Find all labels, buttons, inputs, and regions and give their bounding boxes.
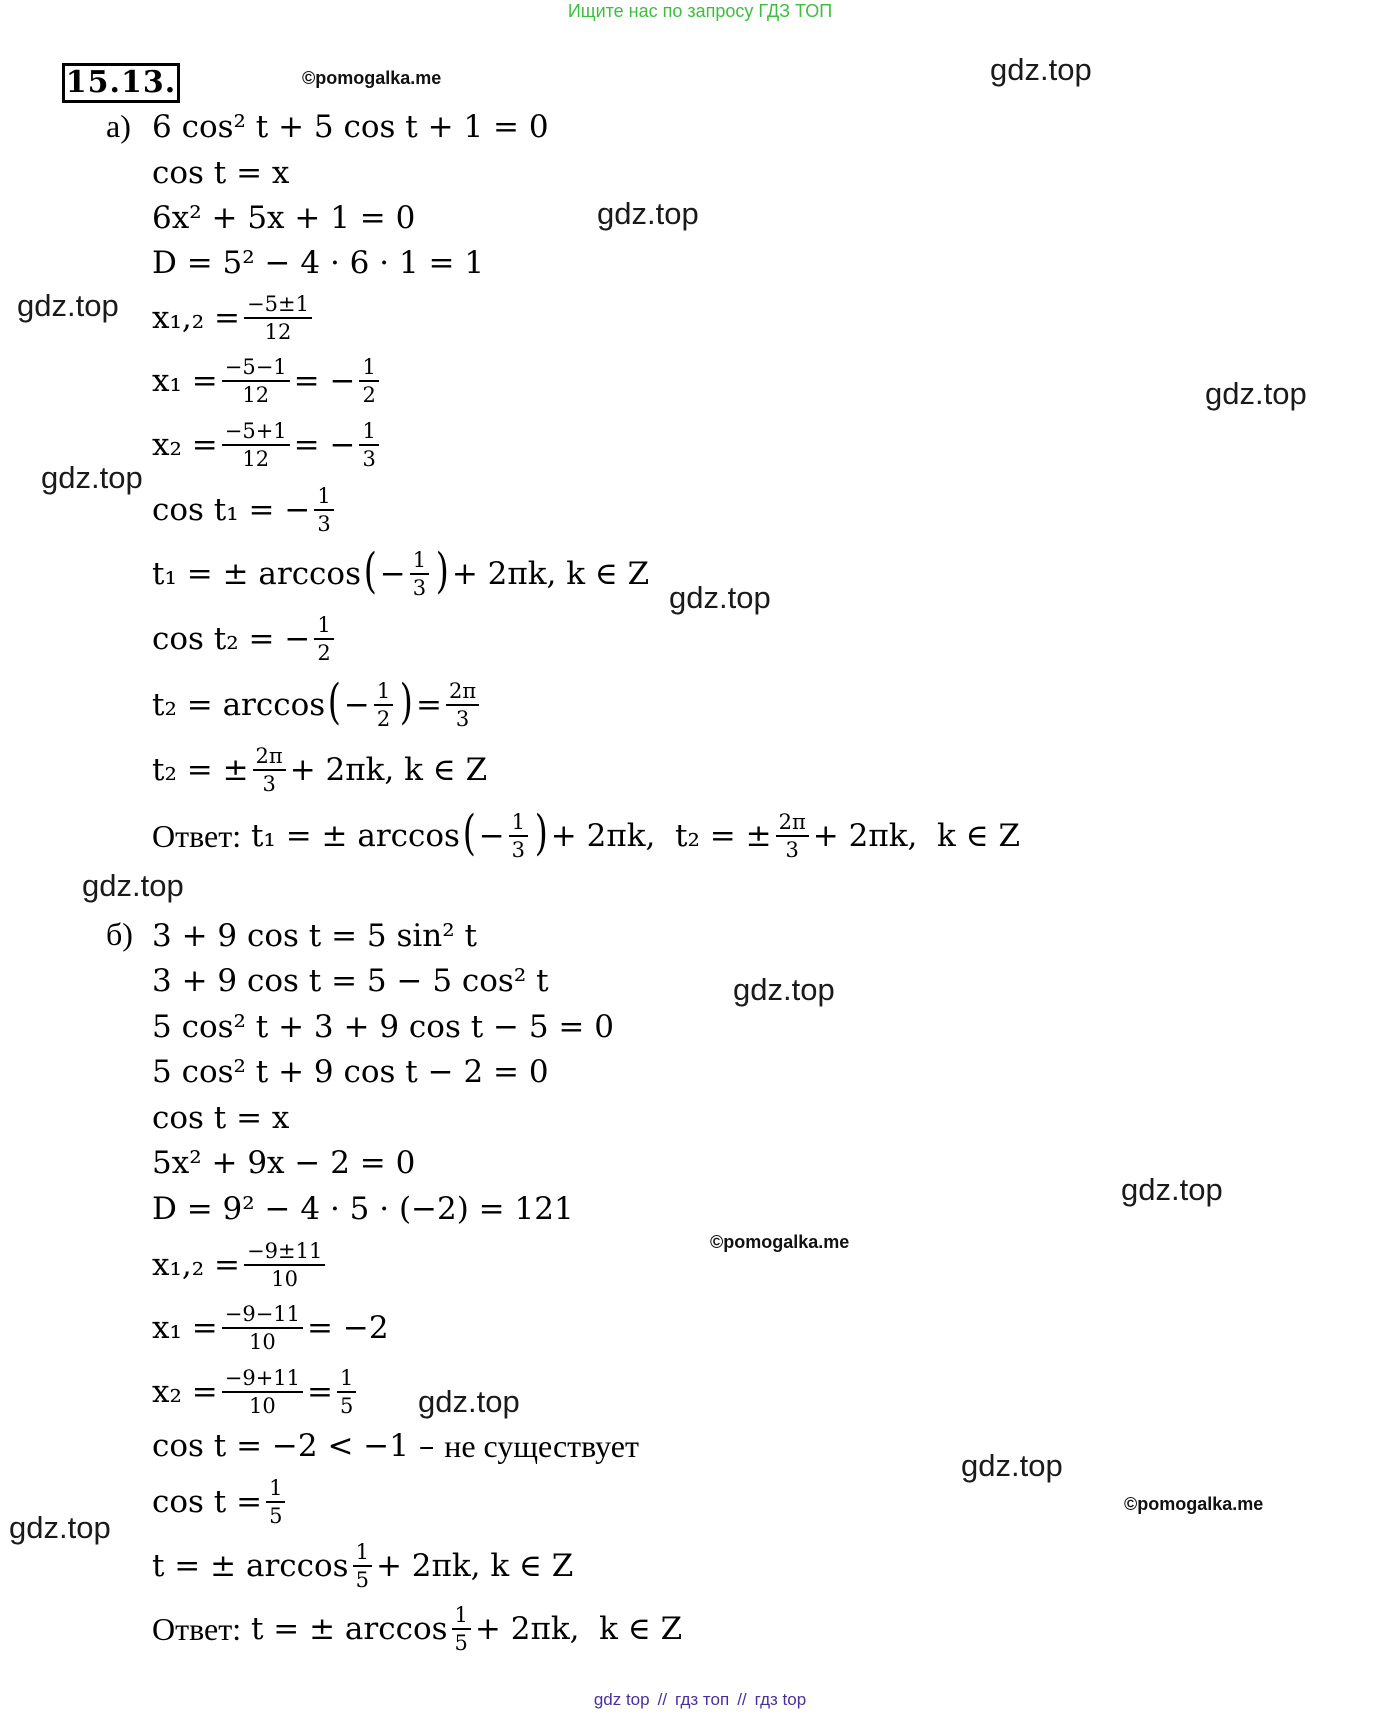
fraction: $\frac{-5+1}{12}$ — [222, 421, 290, 470]
site-watermark: gdz.top — [41, 460, 143, 495]
copyright-watermark: ©pomogalka.me — [1124, 1494, 1264, 1514]
site-watermark: gdz.top — [1121, 1172, 1223, 1207]
footer-separator: // — [737, 1690, 747, 1709]
site-watermark: gdz.top — [990, 52, 1092, 87]
equation-line: 3 + 9 cos t = 5 sin² t — [152, 918, 478, 954]
site-watermark: gdz.top — [1205, 376, 1307, 411]
fraction: $\frac{2\pi}{3}$ — [253, 746, 286, 795]
site-watermark: gdz.top — [733, 972, 835, 1007]
equation-line: 6 cos² t + 5 cos t + 1 = 0 — [152, 109, 549, 145]
footer-link[interactable]: гдз топ — [675, 1690, 730, 1709]
site-watermark: gdz.top — [669, 580, 771, 615]
equation-line: x₁ = $\frac{-5-1}{12}$ = − $\frac{1}{2}$ — [152, 356, 383, 406]
fraction: $\frac{1}{5}$ — [266, 1478, 285, 1527]
fraction: $\frac{1}{3}$ — [509, 812, 528, 861]
equation-line: cos t₂ = − $\frac{1}{2}$ — [152, 614, 338, 664]
fraction: $\frac{2\pi}{3}$ — [446, 681, 479, 730]
fraction: $\frac{1}{5}$ — [353, 1542, 372, 1591]
fraction: $\frac{1}{3}$ — [359, 421, 378, 470]
site-watermark: gdz.top — [961, 1448, 1063, 1483]
equation-line: D = 9² − 4 · 5 · (−2) = 121 — [152, 1191, 574, 1227]
answer-line: Ответ: t₁ = ± arccos ( − $\frac{1}{3}$ ) + 2πk, t₂ = ± $\frac{2\pi}{3}$ + 2πk, k ∈ Z — [152, 805, 1021, 862]
site-watermark: gdz.top — [9, 1510, 111, 1545]
equation-line: x₂ = $\frac{-5+1}{12}$ = − $\frac{1}{3}$ — [152, 420, 383, 470]
fraction: $\frac{1}{5}$ — [452, 1605, 471, 1654]
top-banner: Ищите нас по запросу ГДЗ ТОП — [567, 1, 833, 21]
equation-line: t₂ = ± $\frac{2\pi}{3}$ + 2πk, k ∈ Z — [152, 743, 488, 796]
equation-line: cos t₁ = − $\frac{1}{3}$ — [152, 485, 338, 535]
equation-line: cos t = −2 < −1 – не существует — [152, 1427, 639, 1464]
equation-line: t = ± arccos $\frac{1}{5}$ + 2πk, k ∈ Z — [152, 1539, 574, 1592]
equation-line: t₂ = arccos ( − $\frac{1}{2}$ ) = $\frac{2\pi}{3}$ — [152, 680, 483, 730]
fraction: $\frac{-9\pm 11}{10}$ — [244, 1241, 325, 1290]
fraction: $\frac{-5\pm 1}{12}$ — [244, 294, 312, 343]
site-watermark: gdz.top — [418, 1384, 520, 1419]
equation-line: cos t = x — [152, 155, 290, 191]
fraction: $\frac{1}{2}$ — [314, 615, 333, 664]
equation-line: t₁ = ± arccos ( − $\frac{1}{3}$ ) + 2πk, k ∈ Z — [152, 543, 650, 600]
footer-link[interactable]: гдз top — [754, 1690, 807, 1709]
equation-line: cos t = x — [152, 1100, 290, 1136]
part-b-label: б) — [106, 916, 133, 952]
equation-line: x₁,₂ = $\frac{-5\pm 1}{12}$ — [152, 293, 316, 343]
copyright-watermark: ©pomogalka.me — [710, 1232, 850, 1252]
fraction: $\frac{1}{3}$ — [410, 550, 429, 599]
equation-line: x₁,₂ = $\frac{-9\pm 11}{10}$ — [152, 1240, 329, 1290]
footer-link[interactable]: gdz top — [593, 1690, 650, 1709]
fraction: $\frac{-9+11}{10}$ — [222, 1368, 303, 1417]
equation-line: 6x² + 5x + 1 = 0 — [152, 200, 416, 236]
problem-number: 15.13. — [62, 63, 180, 103]
answer-line: Ответ: t = ± arccos $\frac{1}{5}$ + 2πk, k ∈ Z — [152, 1602, 683, 1655]
footer-separator: // — [657, 1690, 668, 1709]
site-watermark: gdz.top — [597, 196, 699, 231]
equation-line: 5x² + 9x − 2 = 0 — [152, 1145, 416, 1181]
fraction: $\frac{1}{3}$ — [314, 486, 333, 535]
fraction: $\frac{2\pi}{3}$ — [776, 812, 809, 861]
equation-line: cos t = $\frac{1}{5}$ — [152, 1477, 289, 1527]
equation-line: D = 5² − 4 · 6 · 1 = 1 — [152, 245, 485, 281]
equation-line: x₂ = $\frac{-9+11}{10}$ = $\frac{1}{5}$ — [152, 1367, 360, 1417]
part-a-label: а) — [106, 108, 131, 144]
footer-links — [0, 1690, 1400, 1710]
fraction: $\frac{1}{2}$ — [359, 357, 378, 406]
fraction: $\frac{1}{2}$ — [374, 681, 393, 730]
copyright-watermark: ©pomogalka.me — [302, 68, 442, 88]
fraction: $\frac{-5-1}{12}$ — [222, 357, 290, 406]
equation-line: x₁ = $\frac{-9-11}{10}$ = −2 — [152, 1301, 389, 1354]
fraction: $\frac{-9-11}{10}$ — [222, 1304, 303, 1353]
site-watermark: gdz.top — [82, 868, 184, 903]
equation-line: 5 cos² t + 3 + 9 cos t − 5 = 0 — [152, 1009, 614, 1045]
equation-line: 5 cos² t + 9 cos t − 2 = 0 — [152, 1054, 549, 1090]
site-watermark: gdz.top — [17, 288, 119, 323]
equation-line: 3 + 9 cos t = 5 − 5 cos² t — [152, 963, 549, 999]
fraction: $\frac{1}{5}$ — [337, 1368, 356, 1417]
